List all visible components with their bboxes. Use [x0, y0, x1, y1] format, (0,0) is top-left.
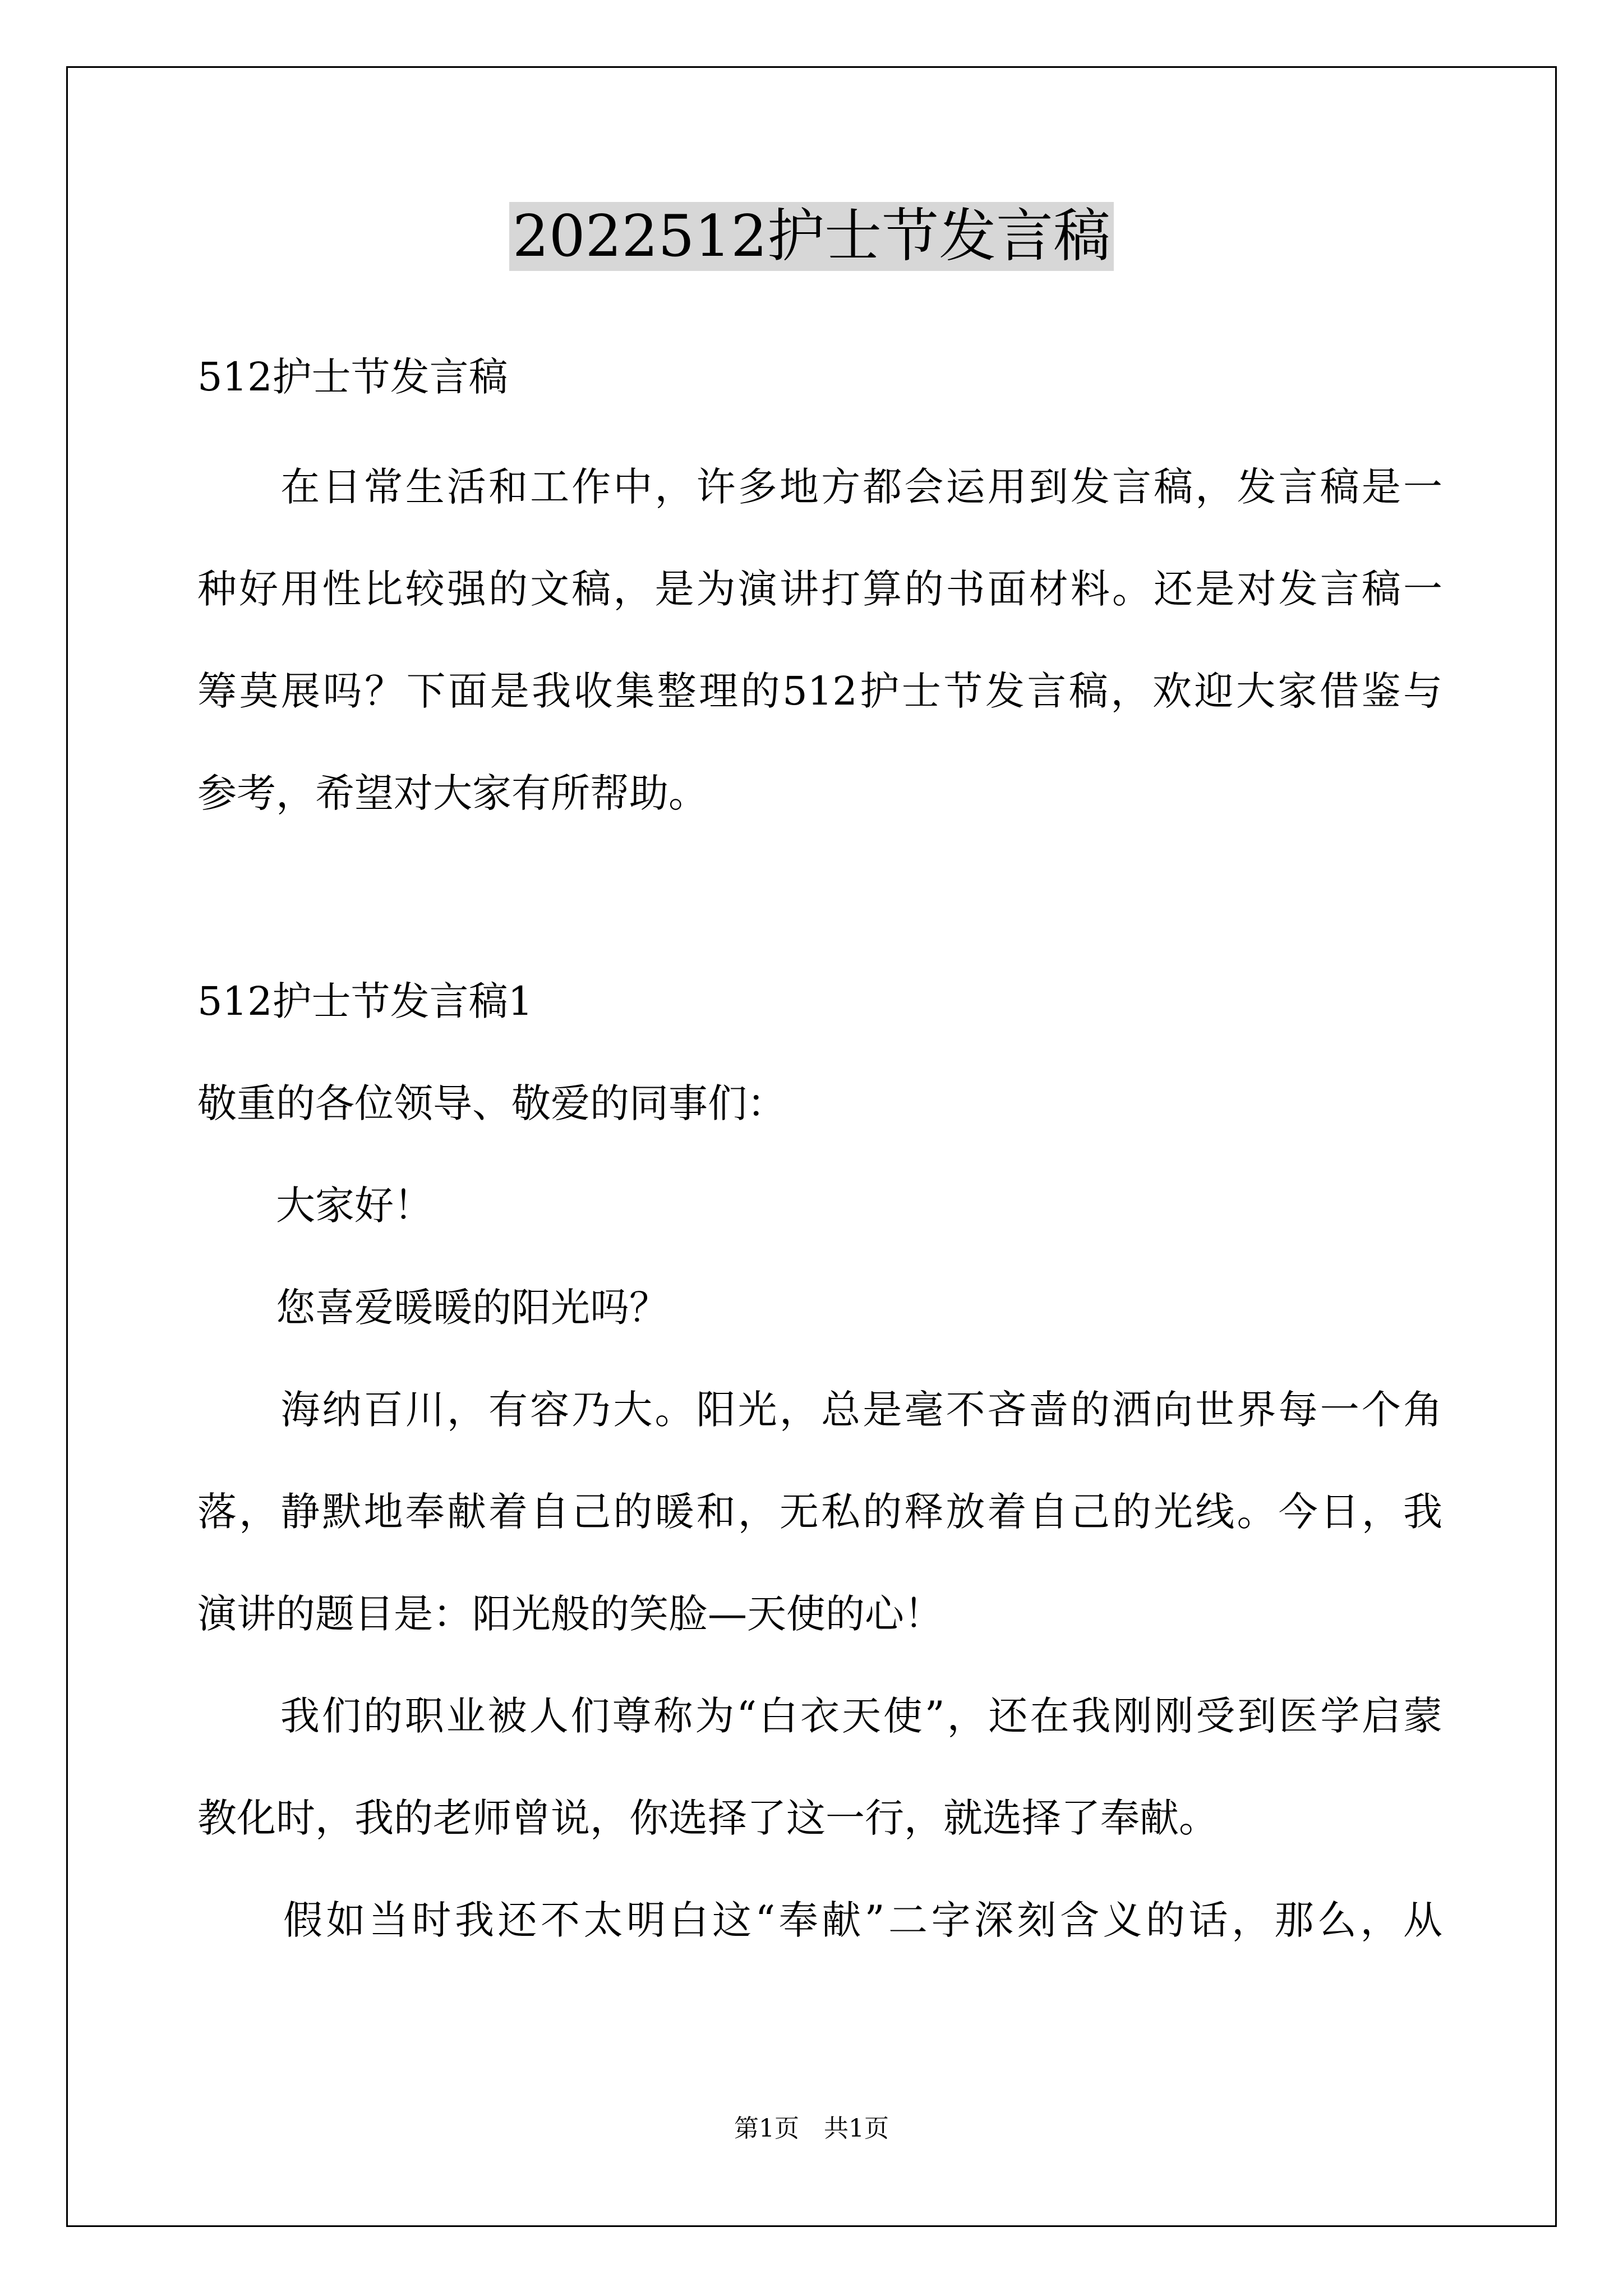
intro-line-3: 筹莫展吗？下面是我收集整理的512护士节发言稿，欢迎大家借鉴与: [197, 668, 1442, 714]
body-line-5: 落，静默地奉献着自己的暖和，无私的释放着自己的光线。今日，我: [197, 1489, 1442, 1535]
intro-line-1: 在日常生活和工作中，许多地方都会运用到发言稿，发言稿是一: [197, 464, 1442, 510]
document-title: [0, 197, 1623, 276]
intro-line-2: 种好用性比较强的文稿，是为演讲打算的书面材料。还是对发言稿一: [197, 566, 1442, 612]
body-line-4: 海纳百川，有容乃大。阳光，总是毫不吝啬的洒向世界每一个角: [197, 1387, 1442, 1433]
page-footer: 第1页 共1页: [734, 2114, 889, 2143]
body-line-1: 敬重的各位领导、敬爱的同事们：: [197, 1080, 786, 1126]
body-line-7: 我们的职业被人们尊称为“白衣天使”，还在我刚刚受到医学启蒙: [197, 1693, 1442, 1739]
body-line-9: 假如当时我还不太明白这“奉献”二字深刻含义的话，那么，从: [197, 1897, 1442, 1943]
document-title-text: 2022512护士节发言稿: [509, 202, 1114, 271]
document-subtitle: 512护士节发言稿: [197, 354, 508, 400]
body-line-3: 您喜爱暖暖的阳光吗？: [197, 1285, 668, 1331]
body-line-8: 教化时，我的老师曾说，你选择了这一行，就选择了奉献。: [197, 1795, 1218, 1841]
section-title: 512护士节发言稿1: [197, 978, 533, 1024]
body-line-2: 大家好！: [197, 1182, 433, 1228]
body-line-6: 演讲的题目是：阳光般的笑脸—天使的心！: [197, 1591, 943, 1637]
intro-line-4: 参考，希望对大家有所帮助。: [197, 770, 708, 816]
